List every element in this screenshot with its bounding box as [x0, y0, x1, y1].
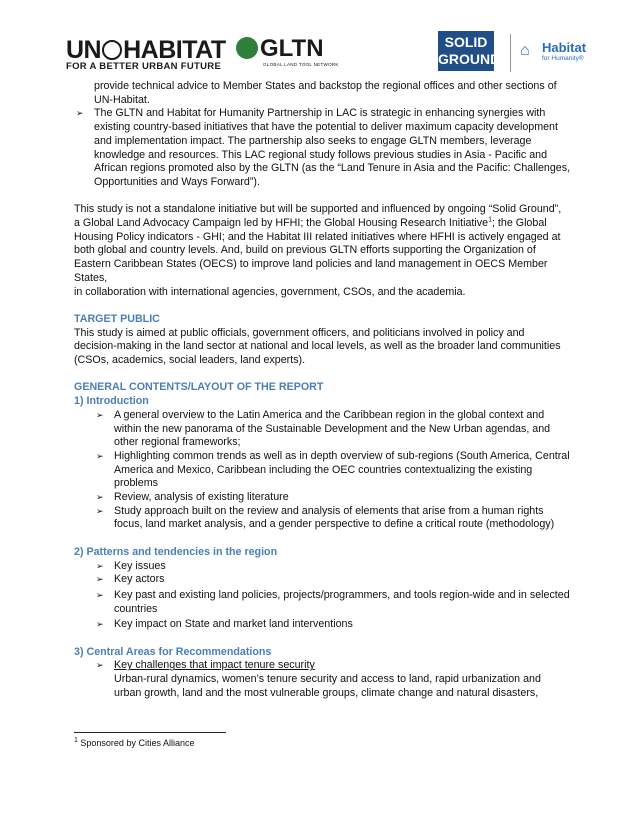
logo-divider: [510, 34, 511, 72]
habitat-for-humanity-logo: ⌂ Habitat for Humanity®: [520, 40, 587, 62]
arrow-bullet-icon: ➢: [96, 574, 104, 585]
list-item: ➢ Key past and existing land policies, projects/programmers, and tools region-wide and in selected countries: [96, 588, 570, 615]
arrow-bullet-icon: ➢: [96, 660, 104, 671]
arrow-bullet-icon: ➢: [96, 619, 104, 630]
subsection-title: 1) Introduction: [74, 395, 149, 408]
list-item: ➢ Highlighting common trends as well as in depth overview of sub-regions (South America, Central America and Mexico, Caribbean including the OEC countries contextualizing the existing problems: [96, 449, 570, 490]
text-line: provide technical advice to Member States and backstop the regional offices and other sections of: [94, 80, 557, 92]
section-heading: GENERAL CONTENTS/LAYOUT OF THE REPORT: [74, 381, 324, 394]
un-habitat-tagline: FOR A BETTER URBAN FUTURE: [66, 61, 222, 72]
study-paragraph: This study is not a standalone initiative but will be supported and influenced by ongoing “Solid Ground”, a Global Land Advocacy Campaign led by HFHI; the Global Housing Research Initiative$^1$; the Global Housing Policy indicators - GHI; and the Habitat III related initiatives where HFHI is actively engaged at both global and country levels. And, build on previous GLTN efforts supporting the Organization of Eastern Caribbean States (OECS) to improve land policies and land management in OECS Member States, in collaboration with international agencies, government, CSOs, and the academia.: [74, 203, 562, 298]
footnote: $^1$ Sponsored by Cities Alliance: [74, 737, 195, 748]
arrow-bullet-icon: ➢: [96, 492, 104, 503]
subsection-title: 2) Patterns and tendencies in the region: [74, 545, 278, 558]
subsection-title: 3) Central Areas for Recommendations: [74, 645, 272, 658]
solid-ground-logo: SOLID GROUND: [438, 31, 494, 71]
gltn-logo: GLTN: [236, 35, 324, 63]
arrow-bullet-icon: ➢: [96, 589, 104, 600]
un-emblem-icon: [102, 40, 122, 60]
list-item: ➢ Study approach built on the review and analysis of elements that arise from a human rights focus, land market analysis, and a gender perspective to define a critical route (methodology): [96, 504, 555, 531]
footnote-ref[interactable]: 1: [488, 216, 492, 224]
document-body: [74, 80, 574, 701]
text-line: This study is aimed at public officials, government officers, and politicians involved in policy and: [74, 326, 525, 339]
list-item: ➢ Key impact on State and market land interventions: [96, 618, 353, 631]
arrow-bullet-icon: ➢: [96, 505, 104, 516]
list-item: ➢ A general overview to the Latin America and the Caribbean region in the global context and within the new panorama of the Sustainable Development and the New Urban agendas, and other regional frameworks;: [96, 408, 551, 449]
arrow-bullet-icon: ➢: [96, 560, 104, 571]
gltn-emblem-icon: [236, 37, 258, 59]
arrow-bullet-icon: ➢: [96, 409, 104, 420]
gltn-subtitle: GLOBAL LAND TOOL NETWORK: [263, 62, 339, 67]
page-header: [0, 0, 638, 80]
text-line: decision-making in the land sector at national and local levels, as well as the broader land communities: [74, 340, 561, 353]
list-item: ➢ The GLTN and Habitat for Humanity Partnership in LAC is strategic in enhancing synergies with existing country-based initiatives that have the potential to deliver maximum capacity development and implementation impact. The partnership also seeks to engage GLTN members, leverage knowledge and resources. This LAC regional study follows previous studies in Asia - Pacific and African regions promoted also by the GLTN (as the “Land Tenure in Asia and the Pacific: Challenges, Opportunities and Ways Forward”).: [76, 107, 571, 188]
houses-icon: ⌂: [520, 42, 530, 59]
list-item: ➢ Key issues: [96, 559, 166, 572]
list-item: ➢ Review, analysis of existing literature: [96, 491, 289, 504]
footnote-rule: [74, 732, 226, 733]
text-line: (CSOs, academics, social leaders, land experts).: [74, 354, 306, 367]
list-item: ➢ Key actors: [96, 573, 165, 586]
un-habitat-logo: UN HABITAT: [66, 36, 226, 64]
section-heading: TARGET PUBLIC: [74, 312, 160, 325]
text-line: UN-Habitat.: [94, 93, 150, 106]
arrow-bullet-icon: ➢: [96, 450, 104, 461]
list-item: ➢ Key challenges that impact tenure security Urban-rural dynamics, women’s tenure security and access to land, rapid urbanization and urban growth, land and the most vulnerable groups, climate change and natural disasters,: [96, 659, 541, 699]
arrow-bullet-icon: ➢: [76, 108, 84, 119]
